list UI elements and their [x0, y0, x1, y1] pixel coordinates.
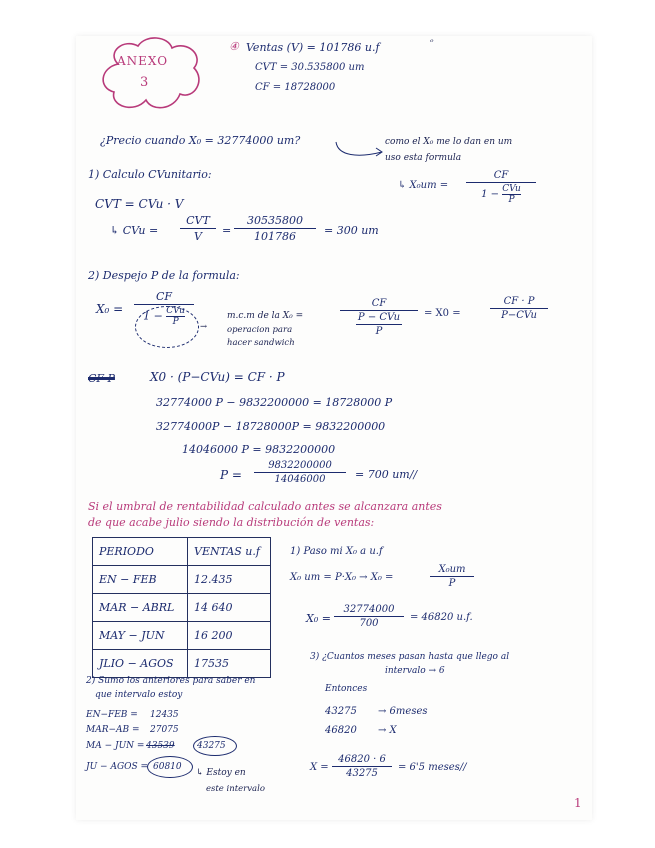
- step-r1-fraction: [430, 564, 474, 589]
- period-cell: EN − FEB: [93, 566, 188, 594]
- period-cell: MAR − ABRL: [93, 594, 188, 622]
- table-row: [93, 622, 271, 650]
- dashed-circle-annotation: [135, 306, 199, 348]
- circled-4-marker: ④: [229, 40, 239, 53]
- sum-label-3: MA − JUN =: [86, 741, 145, 751]
- final-lhs: X =: [310, 762, 329, 773]
- step2-right-num: CF · P: [503, 296, 535, 307]
- rule-right-1: → 6meses: [378, 706, 428, 717]
- step1-equals: =: [222, 224, 232, 237]
- step-r1-eq: X₀ um = P·X₀ → X₀ =: [290, 572, 394, 583]
- step2-note-2: operacion para: [227, 325, 293, 335]
- question2-line-1: Si el umbral de rentabilidad calculado antes se alcanzara antes: [88, 500, 442, 513]
- final-result: = 6'5 meses//: [398, 762, 467, 773]
- step1-result: = 300 um: [324, 224, 379, 237]
- sum-value-3: 43275: [197, 741, 226, 751]
- step2-note-3: hacer sandwich: [227, 338, 295, 348]
- question-note-2: uso esta formula: [385, 153, 462, 163]
- step1-num: CVT: [186, 214, 210, 227]
- solve-den: 14046000: [274, 474, 326, 485]
- sum-label-4: JU − AGOS =: [86, 762, 149, 772]
- step-r1-num: X₀um: [438, 564, 466, 575]
- period-cell: MAY − JUN: [93, 622, 188, 650]
- step-r3-title-2: intervalo → 6: [385, 666, 445, 676]
- given-cvt: CVT = 30.535800 um: [255, 62, 365, 73]
- step2-note-1: m.c.m de la X₀ =: [227, 311, 304, 321]
- table-row: [93, 650, 271, 678]
- step1-den2: 101786: [254, 230, 296, 243]
- step2-den-pre: 1 −: [143, 309, 163, 323]
- step2-title: 2) Despejo P de la formula:: [88, 269, 240, 282]
- sum-value-3-crossed: 43539: [146, 741, 175, 751]
- table-header-row: [93, 538, 271, 566]
- period-cell: JLIO − AGOS: [93, 650, 188, 678]
- cloud-badge-outline: [96, 34, 206, 116]
- step1-fraction-1: [180, 214, 216, 243]
- step-r1-fraction-2: [334, 604, 404, 629]
- question2-line-2: de que acabe julio siendo la distribución de ventas:: [88, 516, 375, 529]
- solve-num: 9832200000: [268, 460, 332, 471]
- header-period: PERIODO: [93, 538, 188, 566]
- step1-den: V: [194, 230, 202, 243]
- step2-mid-den-num: P − CVu: [357, 312, 401, 323]
- question-text: ¿Precio cuando X₀ = 32774000 um?: [100, 134, 301, 147]
- sum-value-1: 12435: [150, 710, 179, 720]
- solve-p-lhs: P =: [220, 468, 242, 482]
- step-r3-title-1: 3) ¿Cuantos meses pasan hasta que llego al: [310, 652, 510, 662]
- solve-line-2: 32774000 P − 9832200000 = 18728000 P: [156, 396, 393, 409]
- crossed-out-text: CF·P: [88, 372, 115, 385]
- step1-fraction-2: [234, 214, 316, 243]
- step-r1-den: P: [448, 578, 456, 589]
- formula-den-num: CVu: [502, 184, 521, 194]
- table-row: [93, 594, 271, 622]
- circle-annotation: [193, 736, 237, 756]
- sum-label-2: MAR−AB =: [86, 725, 140, 735]
- step1-eq2-lhs: ↳ CVu =: [110, 224, 159, 237]
- given-cf: CF = 18728000: [255, 82, 336, 93]
- formula-fraction: [466, 170, 536, 205]
- step-r1-title: 1) Paso mi X₀ a u.f: [290, 546, 383, 557]
- corner-mark: ᵒ: [430, 38, 434, 48]
- solve-line-3: 32774000P − 18728000P = 9832200000: [156, 420, 386, 433]
- solve-line-1: X0 · (P−CVu) = CF · P: [150, 370, 285, 384]
- table-row: [93, 566, 271, 594]
- header-sales: VENTAS u.f: [188, 538, 271, 566]
- step1-eq1: CVT = CVu · V: [95, 197, 184, 211]
- step2-mid-eq: = X0 =: [424, 308, 461, 319]
- rule-left-1: 43275: [325, 706, 357, 717]
- step-r1-den2: 700: [359, 618, 379, 629]
- step-r2-title-1: 2) Sumo los anteriores para saber en: [86, 676, 256, 686]
- step1-num2: 30535800: [247, 214, 303, 227]
- step-r3-entonces: Entonces: [325, 684, 368, 694]
- badge-number: 3: [140, 75, 149, 90]
- sales-cell: 14 640: [188, 594, 271, 622]
- circle-annotation: [147, 756, 193, 778]
- interval-note-1: ↳ Estoy en: [196, 768, 246, 778]
- sales-table: [92, 537, 271, 678]
- curved-arrow-icon: [332, 138, 387, 162]
- question-note-1: como el X₀ me lo dan en um: [385, 137, 513, 147]
- interval-note-2: este intervalo: [206, 784, 265, 794]
- step-r2-title-2: que intervalo estoy: [95, 690, 183, 700]
- final-fraction: [332, 754, 392, 779]
- sum-value-2: 27075: [150, 725, 179, 735]
- rule-right-2: → X: [378, 725, 397, 736]
- step2-mid-den-den: P: [375, 326, 383, 337]
- arrow-glyph: →: [200, 322, 208, 332]
- formula-num: CF: [493, 170, 509, 181]
- solve-result: = 700 um//: [355, 468, 418, 481]
- step2-right-fraction: [490, 296, 548, 321]
- step1-title: 1) Calculo CVunitario:: [88, 168, 212, 181]
- formula-den-den: P: [508, 195, 515, 205]
- step2-den-den: P: [172, 317, 179, 327]
- step2-num: CF: [155, 290, 173, 303]
- sales-cell: 17535: [188, 650, 271, 678]
- sales-cell: 16 200: [188, 622, 271, 650]
- formula-den-pre: 1 −: [481, 189, 500, 200]
- final-den: 43275: [346, 768, 378, 779]
- solve-fraction: [254, 460, 346, 485]
- step2-mid-num: CF: [371, 298, 387, 309]
- rule-left-2: 46820: [325, 725, 357, 736]
- badge-title: ANEXO: [117, 54, 169, 68]
- sum-label-1: EN−FEB =: [86, 710, 138, 720]
- final-num: 46820 · 6: [338, 754, 386, 765]
- step-r1-eq2-lhs: X₀ =: [306, 612, 331, 625]
- page-number: 1: [574, 796, 582, 810]
- step2-mid-fraction: [340, 298, 418, 337]
- solve-line-4: 14046000 P = 9832200000: [182, 443, 336, 456]
- step2-right-den: P−CVu: [501, 310, 537, 321]
- given-ventas: Ventas (V) = 101786 u.f: [246, 41, 380, 54]
- step-r1-result: = 46820 u.f.: [410, 612, 473, 623]
- sum-value-4: 60810: [153, 762, 182, 772]
- formula-lhs: ↳ X₀um =: [398, 180, 449, 191]
- step2-den-num: CVu: [166, 306, 185, 316]
- step2-lhs: X₀ =: [96, 302, 124, 316]
- step-r1-num2: 32774000: [343, 604, 395, 615]
- sales-cell: 12.435: [188, 566, 271, 594]
